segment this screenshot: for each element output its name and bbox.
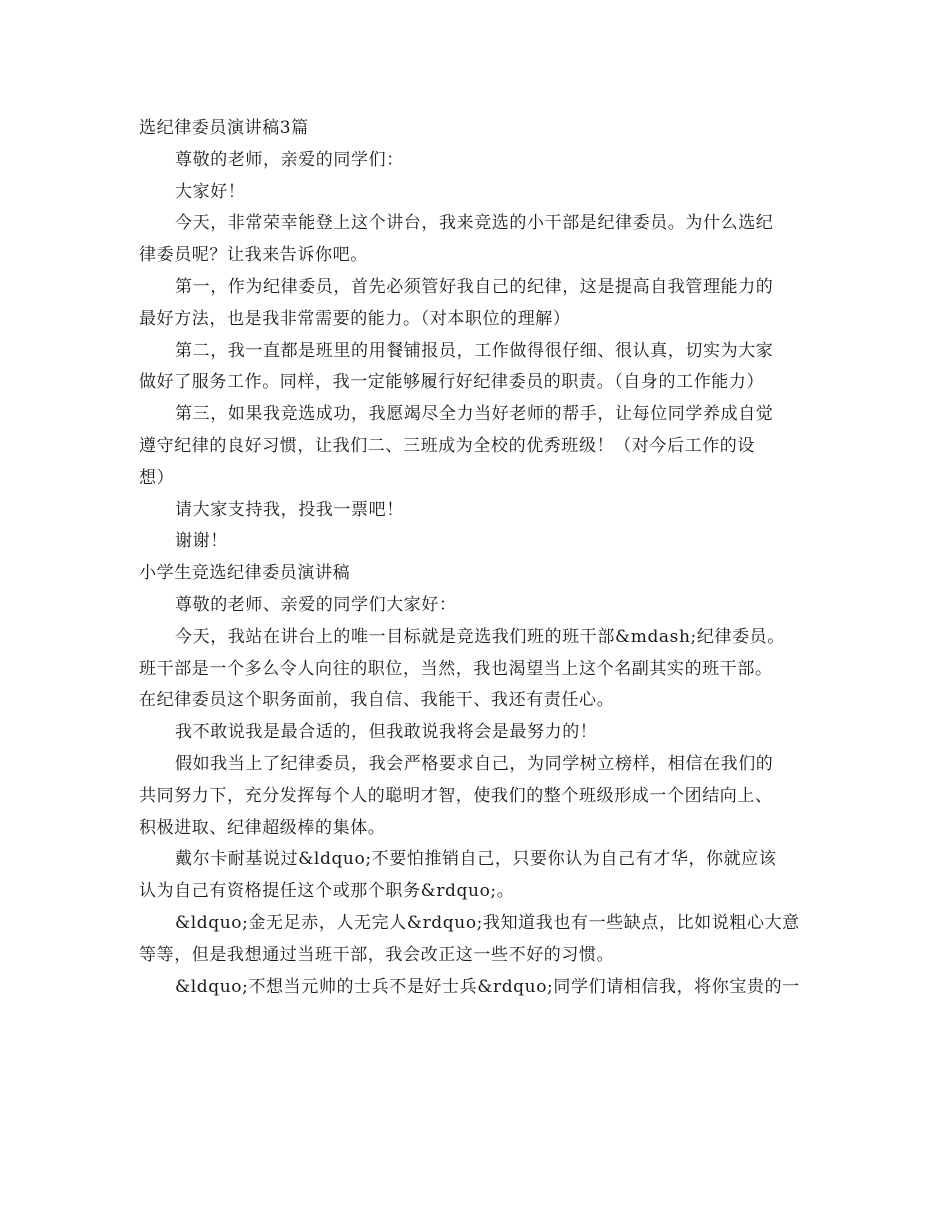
paragraph-line: 戴尔卡耐基说过&ldquo;不要怕推销自己，只要你认为自己有才华，你就应该: [175, 849, 777, 870]
greeting: 大家好！: [175, 181, 246, 202]
section-title: 小学生竞选纪律委员演讲稿: [139, 563, 351, 584]
paragraph-line: 第三，如果我竞选成功，我愿竭尽全力当好老师的帮手，让每位同学养成自觉: [175, 404, 774, 425]
closing-line: 谢谢！: [175, 531, 228, 552]
paragraph-line: 假如我当上了纪律委员，我会严格要求自己，为同学树立榜样，相信在我们的: [175, 753, 774, 774]
paragraph-line: 共同努力下，充分发挥每个人的聪明才智，使我们的整个班级形成一个团结向上、: [139, 785, 773, 806]
paragraph-line: 律委员呢？让我来告诉你吧。: [139, 245, 368, 266]
document-title: 选纪律委员演讲稿3篇: [139, 118, 309, 138]
paragraph-line: 遵守纪律的良好习惯，让我们二、三班成为全校的优秀班级！（对今后工作的设: [139, 435, 755, 456]
paragraph-line: 第一，作为纪律委员，首先必须管好我自己的纪律，这是提高自我管理能力的: [175, 276, 774, 297]
paragraph-line: 第二，我一直都是班里的用餐铺报员，工作做得很仔细、很认真，切实为大家: [175, 340, 774, 361]
paragraph-line: &ldquo;不想当元帅的士兵不是好士兵&rdquo;同学们请相信我，将你宝贵的一: [175, 976, 800, 997]
paragraph-line: 班干部是一个多么令人向往的职位，当然，我也渴望当上这个名副其实的班干部。: [139, 658, 773, 679]
salutation: 尊敬的老师、亲爱的同学们大家好：: [175, 594, 457, 615]
paragraph-line: 积极进取、纪律超级棒的集体。: [139, 817, 386, 838]
paragraph-line: 我不敢说我是最合适的，但我敢说我将会是最努力的！: [175, 722, 598, 743]
paragraph-line: 今天，非常荣幸能登上这个讲台，我来竞选的小干部是纪律委员。为什么选纪: [175, 213, 774, 234]
paragraph-line: 认为自己有资格提任这个或那个职务&rdquo;。: [139, 881, 515, 902]
paragraph-line: &ldquo;金无足赤，人无完人&rdquo;我知道我也有一些缺点，比如说粗心大意: [175, 912, 800, 933]
paragraph-line: 做好了服务工作。同样，我一定能够履行好纪律委员的职责。（自身的工作能力）: [139, 372, 765, 393]
paragraph-line: 今天，我站在讲台上的唯一目标就是竞选我们班的班干部&mdash;纪律委员。: [175, 626, 785, 647]
paragraph-line: 想）: [139, 467, 175, 488]
paragraph-line: 等等，但是我想通过当班干部，我会改正这一些不好的习惯。: [139, 944, 615, 965]
paragraph-line: 请大家支持我，投我一票吧！: [175, 499, 404, 520]
paragraph-line: 在纪律委员这个职务面前，我自信、我能干、我还有责任心。: [139, 690, 615, 711]
paragraph-line: 最好方法，也是我非常需要的能力。（对本职位的理解）: [139, 308, 571, 329]
document-page: [139, 113, 813, 1003]
salutation: 尊敬的老师，亲爱的同学们：: [175, 149, 404, 170]
